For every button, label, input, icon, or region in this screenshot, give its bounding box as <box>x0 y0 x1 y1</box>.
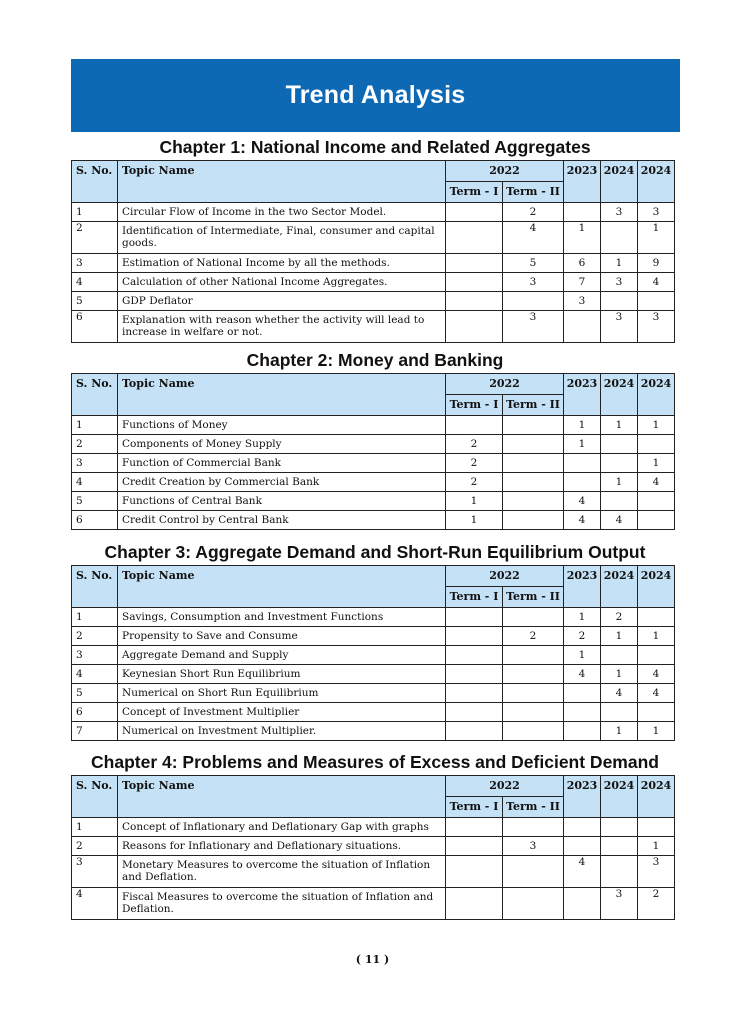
y2024b-cell: 4 <box>638 665 675 684</box>
y2023-cell <box>564 703 601 722</box>
header-2023: 2023 <box>564 776 601 818</box>
y2024a-cell <box>601 454 638 473</box>
term2-cell <box>503 722 564 741</box>
header-2024-b: 2024 <box>638 161 675 203</box>
y2024b-cell: 1 <box>638 837 675 856</box>
y2024b-cell: 1 <box>638 222 675 254</box>
header-sno: S. No. <box>72 776 118 818</box>
y2024a-cell <box>601 856 638 888</box>
header-term-1: Term - I <box>446 587 503 608</box>
y2023-cell: 4 <box>564 856 601 888</box>
chapter-4-title: Chapter 4: Problems and Measures of Excess and Deficient Demand <box>91 752 659 772</box>
y2023-cell: 4 <box>564 511 601 530</box>
header-2022: 2022 <box>446 161 564 182</box>
table-row <box>72 254 675 273</box>
topic-cell: Functions of Central Bank <box>118 492 446 511</box>
y2024a-cell: 1 <box>601 665 638 684</box>
y2023-cell: 1 <box>564 646 601 665</box>
term2-cell <box>503 703 564 722</box>
chapter-3-title: Chapter 3: Aggregate Demand and Short-Run Equilibrium Output <box>104 542 646 562</box>
term2-cell <box>503 454 564 473</box>
chapter-1-title: Chapter 1: National Income and Related Aggregates <box>159 137 591 157</box>
topic-cell: Components of Money Supply <box>118 435 446 454</box>
term2-cell <box>503 416 564 435</box>
topic-cell: Fiscal Measures to overcome the situation of Inflation and Deflation. <box>118 888 446 920</box>
y2024b-cell: 4 <box>638 273 675 292</box>
y2024a-cell <box>601 703 638 722</box>
header-term-1: Term - I <box>446 182 503 203</box>
term2-cell <box>503 684 564 703</box>
y2024b-cell: 3 <box>638 856 675 888</box>
topic-cell: Numerical on Investment Multiplier. <box>118 722 446 741</box>
term1-cell: 1 <box>446 492 503 511</box>
topic-cell: Circular Flow of Income in the two Sector Model. <box>118 203 446 222</box>
y2024a-cell: 3 <box>601 203 638 222</box>
sno-cell: 3 <box>72 646 118 665</box>
term2-cell <box>503 856 564 888</box>
header-2024-a: 2024 <box>601 374 638 416</box>
sno-cell: 3 <box>72 254 118 273</box>
table-row <box>72 273 675 292</box>
y2024a-cell: 3 <box>601 273 638 292</box>
y2024b-cell: 9 <box>638 254 675 273</box>
topic-cell: Monetary Measures to overcome the situation of Inflation and Deflation. <box>118 856 446 888</box>
term1-cell: 2 <box>446 454 503 473</box>
chapter-4-table <box>71 775 675 920</box>
term1-cell <box>446 837 503 856</box>
y2024a-cell: 3 <box>601 888 638 920</box>
sno-cell: 4 <box>72 473 118 492</box>
y2024b-cell: 2 <box>638 888 675 920</box>
y2024b-cell: 1 <box>638 454 675 473</box>
y2023-cell: 2 <box>564 627 601 646</box>
header-sno: S. No. <box>72 566 118 608</box>
table-row <box>72 311 675 343</box>
y2024a-cell: 3 <box>601 311 638 343</box>
topic-cell: Propensity to Save and Consume <box>118 627 446 646</box>
table-row <box>72 203 675 222</box>
sno-cell: 2 <box>72 222 118 254</box>
y2024a-cell: 1 <box>601 254 638 273</box>
sno-cell: 3 <box>72 454 118 473</box>
y2024b-cell <box>638 818 675 837</box>
term2-cell: 3 <box>503 311 564 343</box>
page-title: Trend Analysis <box>285 81 466 109</box>
sno-cell: 4 <box>72 888 118 920</box>
term2-cell <box>503 492 564 511</box>
topic-cell: Concept of Investment Multiplier <box>118 703 446 722</box>
chapter-2-table <box>71 373 675 530</box>
header-term-2: Term - II <box>503 797 564 818</box>
topic-cell: Functions of Money <box>118 416 446 435</box>
topic-cell: Estimation of National Income by all the methods. <box>118 254 446 273</box>
y2023-cell: 1 <box>564 222 601 254</box>
y2024a-cell: 2 <box>601 608 638 627</box>
term1-cell <box>446 684 503 703</box>
term1-cell <box>446 627 503 646</box>
y2023-cell <box>564 837 601 856</box>
sno-cell: 6 <box>72 703 118 722</box>
header-2024-a: 2024 <box>601 161 638 203</box>
term2-cell: 4 <box>503 222 564 254</box>
term1-cell <box>446 665 503 684</box>
term1-cell <box>446 292 503 311</box>
header-2022: 2022 <box>446 566 564 587</box>
topic-cell: GDP Deflator <box>118 292 446 311</box>
term2-cell <box>503 888 564 920</box>
y2024a-cell <box>601 292 638 311</box>
term1-cell: 1 <box>446 511 503 530</box>
y2024b-cell <box>638 646 675 665</box>
y2024b-cell: 4 <box>638 684 675 703</box>
y2024b-cell: 4 <box>638 473 675 492</box>
y2023-cell: 4 <box>564 492 601 511</box>
y2024b-cell <box>638 492 675 511</box>
header-topic: Topic Name <box>118 374 446 416</box>
header-2023: 2023 <box>564 161 601 203</box>
term2-cell <box>503 435 564 454</box>
y2023-cell: 6 <box>564 254 601 273</box>
term2-cell: 3 <box>503 837 564 856</box>
y2023-cell <box>564 473 601 492</box>
table-row <box>72 492 675 511</box>
table-row <box>72 856 675 888</box>
table-row <box>72 703 675 722</box>
sno-cell: 5 <box>72 492 118 511</box>
y2024a-cell <box>601 818 638 837</box>
y2023-cell: 1 <box>564 416 601 435</box>
y2024b-cell <box>638 435 675 454</box>
chapter-2-title: Chapter 2: Money and Banking <box>246 350 504 370</box>
term1-cell <box>446 273 503 292</box>
header-term-1: Term - I <box>446 797 503 818</box>
term1-cell <box>446 416 503 435</box>
sno-cell: 6 <box>72 311 118 343</box>
sno-cell: 5 <box>72 292 118 311</box>
term1-cell <box>446 311 503 343</box>
sno-cell: 5 <box>72 684 118 703</box>
y2024a-cell: 4 <box>601 684 638 703</box>
term2-cell: 2 <box>503 203 564 222</box>
header-term-2: Term - II <box>503 395 564 416</box>
sno-cell: 2 <box>72 435 118 454</box>
sno-cell: 3 <box>72 856 118 888</box>
y2024a-cell: 1 <box>601 416 638 435</box>
sno-cell: 4 <box>72 273 118 292</box>
header-sno: S. No. <box>72 161 118 203</box>
y2023-cell: 7 <box>564 273 601 292</box>
y2023-cell <box>564 818 601 837</box>
term1-cell <box>446 888 503 920</box>
y2024a-cell <box>601 435 638 454</box>
y2024b-cell <box>638 703 675 722</box>
term1-cell: 2 <box>446 435 503 454</box>
y2024b-cell: 3 <box>638 203 675 222</box>
sno-cell: 1 <box>72 416 118 435</box>
header-topic: Topic Name <box>118 161 446 203</box>
sno-cell: 2 <box>72 837 118 856</box>
chapter-3-table <box>71 565 675 741</box>
header-sno: S. No. <box>72 374 118 416</box>
term1-cell <box>446 646 503 665</box>
y2023-cell: 3 <box>564 292 601 311</box>
table-row <box>72 292 675 311</box>
table-row <box>72 473 675 492</box>
term2-cell <box>503 646 564 665</box>
topic-cell: Calculation of other National Income Aggregates. <box>118 273 446 292</box>
topic-cell: Identification of Intermediate, Final, consumer and capital goods. <box>118 222 446 254</box>
y2024b-cell: 1 <box>638 416 675 435</box>
y2023-cell <box>564 203 601 222</box>
term2-cell: 5 <box>503 254 564 273</box>
table-row <box>72 684 675 703</box>
table-row <box>72 722 675 741</box>
y2023-cell <box>564 454 601 473</box>
topic-cell: Credit Creation by Commercial Bank <box>118 473 446 492</box>
table-row <box>72 454 675 473</box>
y2024a-cell <box>601 837 638 856</box>
y2023-cell <box>564 888 601 920</box>
chapter-1-table <box>71 160 675 343</box>
topic-cell: Concept of Inflationary and Deflationary Gap with graphs <box>118 818 446 837</box>
term1-cell <box>446 703 503 722</box>
table-row <box>72 837 675 856</box>
header-2023: 2023 <box>564 566 601 608</box>
y2024b-cell <box>638 608 675 627</box>
header-term-2: Term - II <box>503 587 564 608</box>
table-row <box>72 627 675 646</box>
topic-cell: Numerical on Short Run Equilibrium <box>118 684 446 703</box>
y2024a-cell: 1 <box>601 627 638 646</box>
header-2024-a: 2024 <box>601 566 638 608</box>
topic-cell: Keynesian Short Run Equilibrium <box>118 665 446 684</box>
y2024a-cell: 1 <box>601 473 638 492</box>
y2024b-cell <box>638 292 675 311</box>
table-row <box>72 511 675 530</box>
topic-cell: Reasons for Inflationary and Deflationary situations. <box>118 837 446 856</box>
term1-cell: 2 <box>446 473 503 492</box>
topic-cell: Credit Control by Central Bank <box>118 511 446 530</box>
y2024a-cell: 4 <box>601 511 638 530</box>
y2023-cell: 1 <box>564 435 601 454</box>
header-2023: 2023 <box>564 374 601 416</box>
y2023-cell <box>564 722 601 741</box>
sno-cell: 4 <box>72 665 118 684</box>
y2024a-cell: 1 <box>601 722 638 741</box>
term2-cell: 2 <box>503 627 564 646</box>
y2024a-cell <box>601 646 638 665</box>
topic-cell: Explanation with reason whether the activity will lead to increase in welfare or not. <box>118 311 446 343</box>
page-number: ( 11 ) <box>355 953 390 966</box>
header-2024-b: 2024 <box>638 776 675 818</box>
term1-cell <box>446 222 503 254</box>
table-row <box>72 888 675 920</box>
y2024b-cell: 1 <box>638 627 675 646</box>
term1-cell <box>446 856 503 888</box>
y2024a-cell <box>601 222 638 254</box>
y2024b-cell: 1 <box>638 722 675 741</box>
topic-cell: Aggregate Demand and Supply <box>118 646 446 665</box>
table-row <box>72 665 675 684</box>
term2-cell <box>503 473 564 492</box>
term2-cell <box>503 511 564 530</box>
term2-cell <box>503 818 564 837</box>
y2024b-cell: 3 <box>638 311 675 343</box>
table-row <box>72 435 675 454</box>
table-row <box>72 222 675 254</box>
y2023-cell: 4 <box>564 665 601 684</box>
term1-cell <box>446 203 503 222</box>
sno-cell: 2 <box>72 627 118 646</box>
y2023-cell <box>564 684 601 703</box>
sno-cell: 1 <box>72 608 118 627</box>
header-2022: 2022 <box>446 776 564 797</box>
sno-cell: 1 <box>72 203 118 222</box>
y2023-cell <box>564 311 601 343</box>
title-banner <box>71 59 680 132</box>
term2-cell <box>503 665 564 684</box>
term1-cell <box>446 818 503 837</box>
sno-cell: 6 <box>72 511 118 530</box>
table-row <box>72 608 675 627</box>
term1-cell <box>446 608 503 627</box>
header-topic: Topic Name <box>118 776 446 818</box>
table-row <box>72 646 675 665</box>
y2023-cell: 1 <box>564 608 601 627</box>
table-row <box>72 818 675 837</box>
sno-cell: 7 <box>72 722 118 741</box>
header-term-2: Term - II <box>503 182 564 203</box>
y2024a-cell <box>601 492 638 511</box>
term2-cell: 3 <box>503 273 564 292</box>
header-term-1: Term - I <box>446 395 503 416</box>
topic-cell: Function of Commercial Bank <box>118 454 446 473</box>
topic-cell: Savings, Consumption and Investment Functions <box>118 608 446 627</box>
term2-cell <box>503 608 564 627</box>
term2-cell <box>503 292 564 311</box>
header-2024-b: 2024 <box>638 566 675 608</box>
term1-cell <box>446 722 503 741</box>
header-2022: 2022 <box>446 374 564 395</box>
y2024b-cell <box>638 511 675 530</box>
sno-cell: 1 <box>72 818 118 837</box>
header-topic: Topic Name <box>118 566 446 608</box>
table-row <box>72 416 675 435</box>
term1-cell <box>446 254 503 273</box>
header-2024-a: 2024 <box>601 776 638 818</box>
header-2024-b: 2024 <box>638 374 675 416</box>
